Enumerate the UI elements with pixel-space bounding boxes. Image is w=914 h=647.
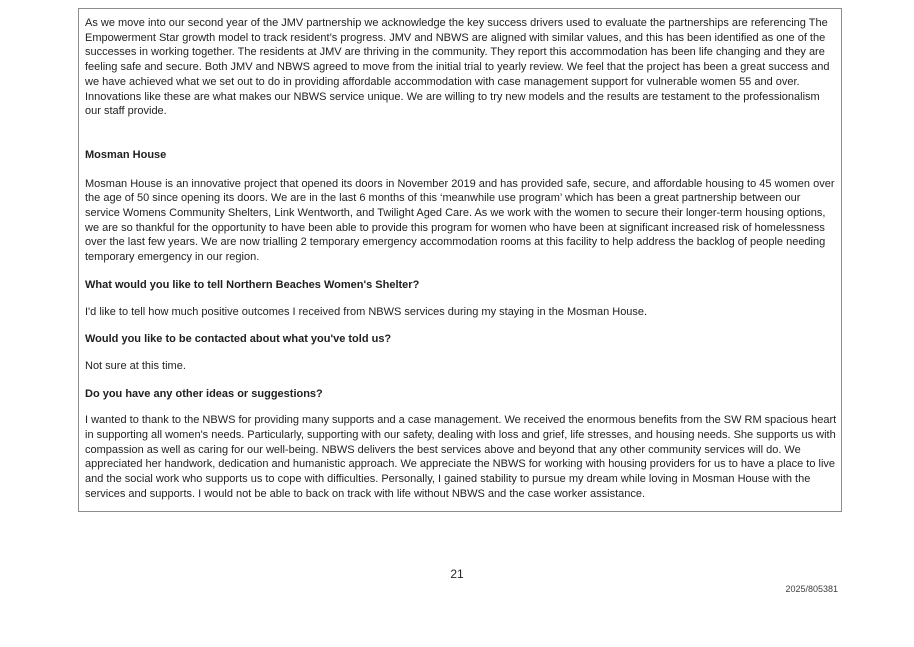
answer-other-ideas: I wanted to thank to the NBWS for providing many supports and a case management. We received the enormous benefits from the SW RM spacious heart in supporting all women's needs. Particularly, supporting with our safety, dealing with loss and grief, life stresses, and housing needs. She supports us with compassion as well as caring for our well-being. NBWS delivers the best services above and beyond that any other community services will do. We appreciated her handwork, dedication and humanistic approach. We appreciate the NBWS for working with housing providers for us to have a place to live and the social work who supports us to cope with difficulties. Personally, I gained stability to pursue my dream while loving in Mosman House with the services and supports. I would not be able to back on track with life without NBWS and the case worker assistance. (85, 414, 837, 500)
page-number: 21 (450, 567, 464, 581)
answer-tell-nbws: I'd like to tell how much positive outcomes I received from NBWS services during my staying in the Mosman House. (85, 305, 648, 318)
paragraph-mosman-house: Mosman House is an innovative project that opened its doors in November 2019 and has provided safe, secure, and affordable housing to 45 women over the age of 50 since opening its doors. We are in the last 6 months of this ‘meanwhile use program’ which has been a great partnership between our service Womens Community Shelters, Link Wentworth, and Twilight Aged Care. As we work with the women to secure their longer-term housing options, we are so thankful for the opportunity to have been able to provide this program for women who have been at significant increased risk of homelessness over the last few years. We are now trialling 2 temporary emergency accommodation rooms at this facility to help address the backlog of people needing temporary emergency in our region. (85, 177, 835, 264)
report-text-box (78, 8, 842, 512)
question-tell-nbws: What would you like to tell Northern Beaches Women's Shelter? (85, 278, 420, 291)
question-contacted: Would you like to be contacted about what you've told us? (85, 333, 392, 346)
document-reference-number: 2025/805381 (785, 584, 838, 594)
paragraph-jmv-partnership: As we move into our second year of the JMV partnership we acknowledge the key success drivers used to evaluate the partnerships are referencing The Empowerment Star growth model to track resident’s progress. JMV and NBWS are aligned with similar values, and this has been identified as one of the successes in working together. The residents at JMV are thriving in the community. They report this accommodation has been life changing and they are feeling safe and secure. Both JMV and NBWS agreed to move from the initial trial to yearly review. We feel that the project has been a great success and we have achieved what we set out to do in providing affordable accommodation with case management support for vulnerable women 55 and over. Innovations like these are what makes our NBWS service unique. We are willing to try new models and the results are testament to the professionalism our staff provide. (85, 17, 830, 118)
answer-contacted: Not sure at this time. (85, 359, 186, 372)
question-other-ideas: Do you have any other ideas or suggestions? (85, 387, 323, 400)
section-heading-mosman-house: Mosman House (85, 148, 167, 161)
